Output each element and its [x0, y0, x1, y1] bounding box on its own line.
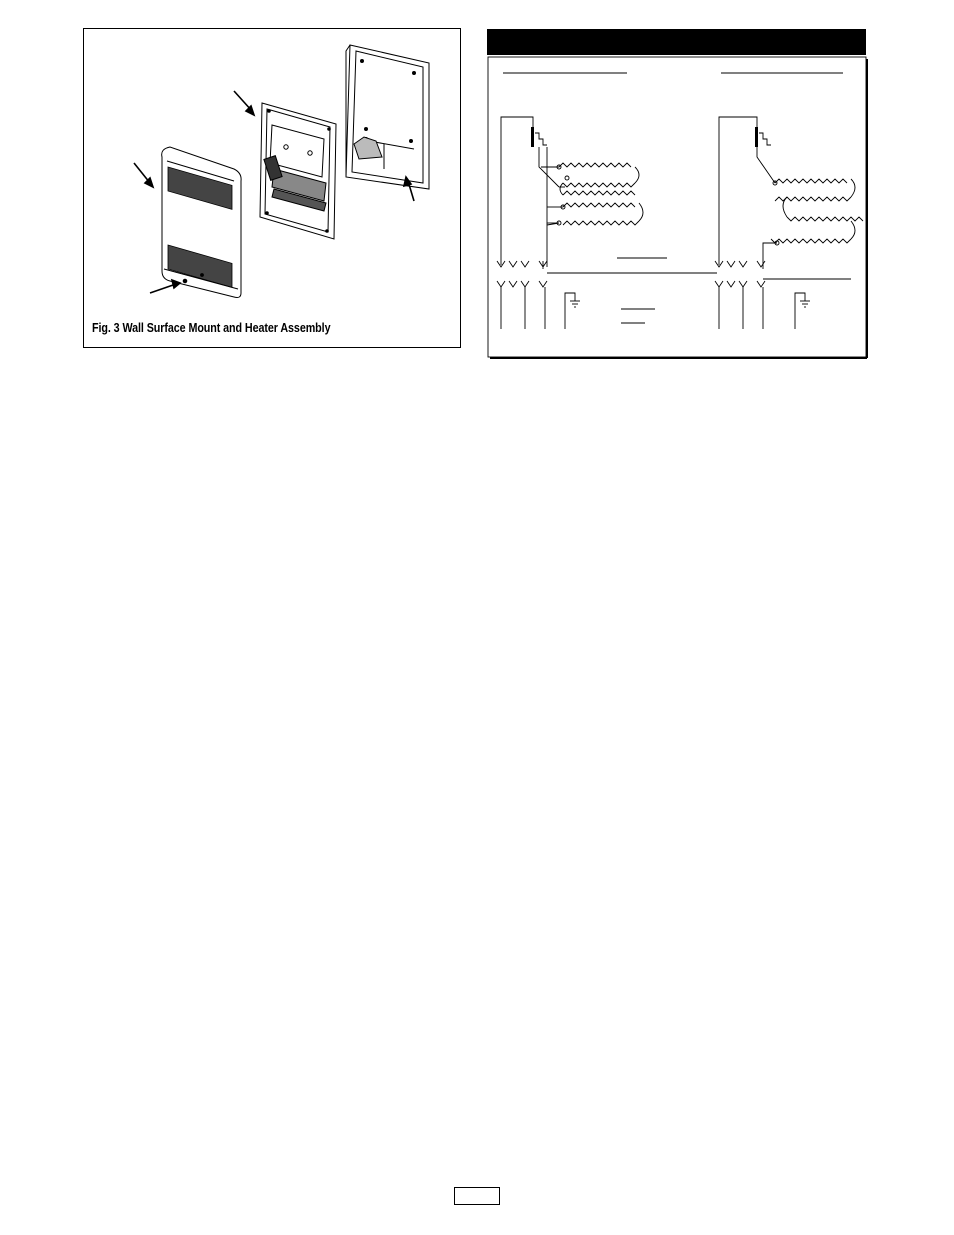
figure-caption: Fig. 3 Wall Surface Mount and Heater Assembly: [92, 321, 331, 335]
wall-can: [346, 45, 429, 189]
exploded-assembly-drawing: [84, 29, 462, 349]
wiring-diagram: [487, 55, 869, 360]
front-grille: [162, 147, 241, 298]
page-number-box: [454, 1187, 500, 1205]
wiring-diagram-header: [487, 29, 866, 55]
wiring-schematic: [487, 55, 869, 360]
figure-3-assembly: [83, 28, 461, 348]
heater-chassis: [260, 103, 336, 239]
